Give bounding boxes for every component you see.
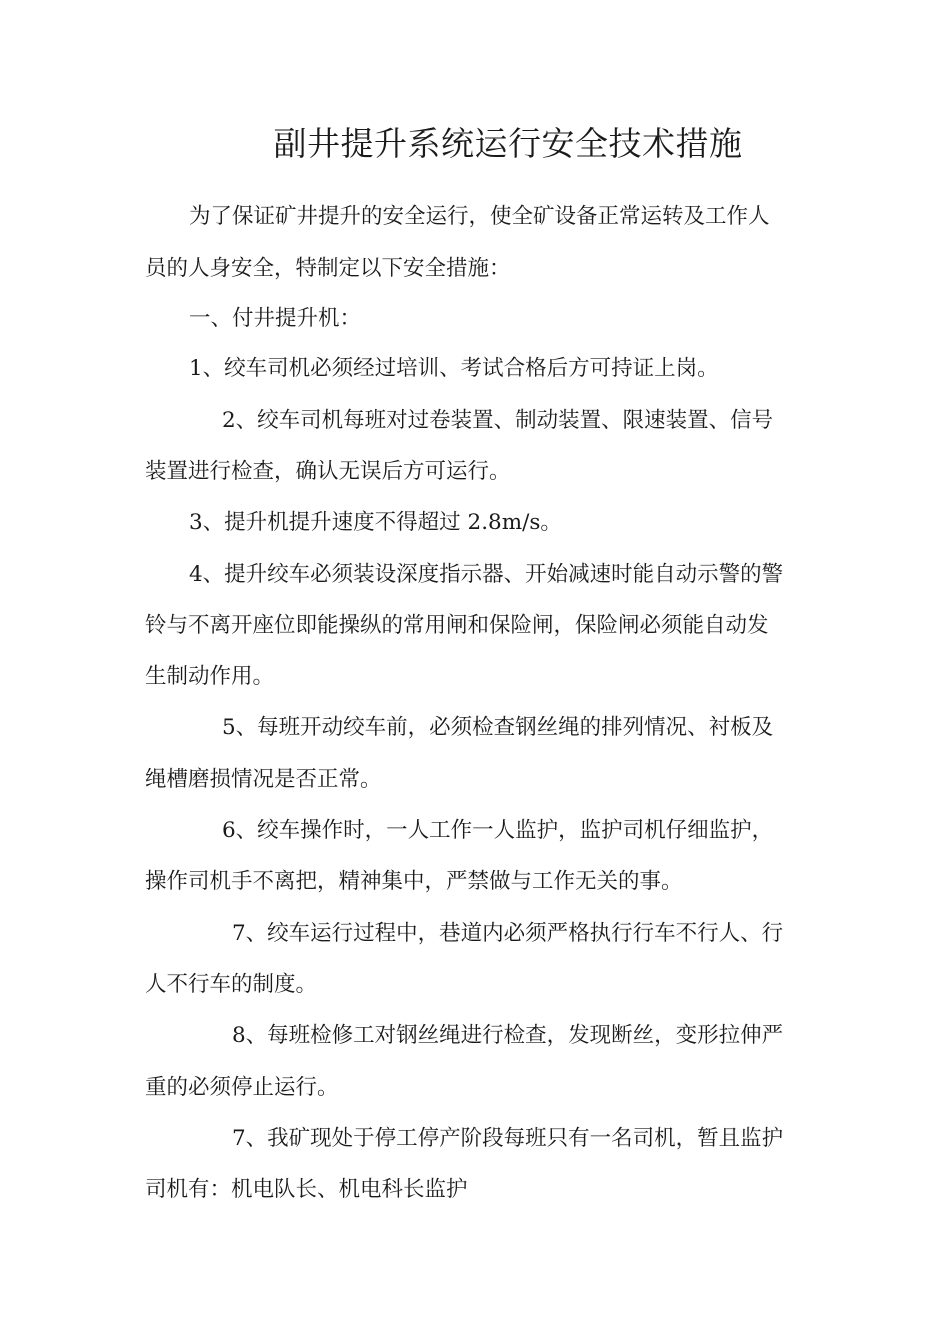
paragraph-line: 2、绞车司机每班对过卷装置、制动装置、限速装置、信号 xyxy=(222,408,774,433)
paragraph-line: 铃与不离开座位即能操纵的常用闸和保险闸，保险闸必须能自动发 xyxy=(145,613,769,638)
paragraph-line: 绳槽磨损情况是否正常。 xyxy=(145,767,382,792)
paragraph-line: 操作司机手不离把，精神集中，严禁做与工作无关的事。 xyxy=(145,869,683,894)
paragraph-line: 装置进行检查，确认无误后方可运行。 xyxy=(145,459,511,484)
paragraph-line: 7、我矿现处于停工停产阶段每班只有一名司机，暂且监护 xyxy=(232,1126,784,1151)
paragraph-line: 为了保证矿井提升的安全运行，使全矿设备正常运转及工作人 xyxy=(189,204,770,229)
paragraph-line: 人不行车的制度。 xyxy=(145,972,318,997)
paragraph-line: 7、绞车运行过程中，巷道内必须严格执行行车不行人、行 xyxy=(232,921,784,946)
paragraph-line: 4、提升绞车必须装设深度指示器、开始减速时能自动示警的警 xyxy=(189,562,784,587)
paragraph-line: 6、绞车操作时，一人工作一人监护，监护司机仔细监护， xyxy=(222,818,774,843)
paragraph-line: 3、提升机提升速度不得超过 2.8m/s。 xyxy=(189,510,562,535)
paragraph-line: 8、每班检修工对钢丝绳进行检查，发现断丝，变形拉伸严 xyxy=(232,1023,784,1048)
paragraph-line: 1、绞车司机必须经过培训、考试合格后方可持证上岗。 xyxy=(189,356,719,381)
paragraph-line: 员的人身安全，特制定以下安全措施： xyxy=(145,256,511,281)
paragraph-line: 重的必须停止运行。 xyxy=(145,1075,339,1100)
paragraph-line: 生制动作用。 xyxy=(145,664,275,689)
paragraph-line: 5、每班开动绞车前，必须检查钢丝绳的排列情况、衬板及 xyxy=(222,715,774,740)
document-title: 副井提升系统运行安全技术措施 xyxy=(273,124,743,163)
section-heading: 一、付井提升机： xyxy=(189,306,362,331)
paragraph-line: 司机有：机电队长、机电科长监护 xyxy=(145,1177,468,1202)
